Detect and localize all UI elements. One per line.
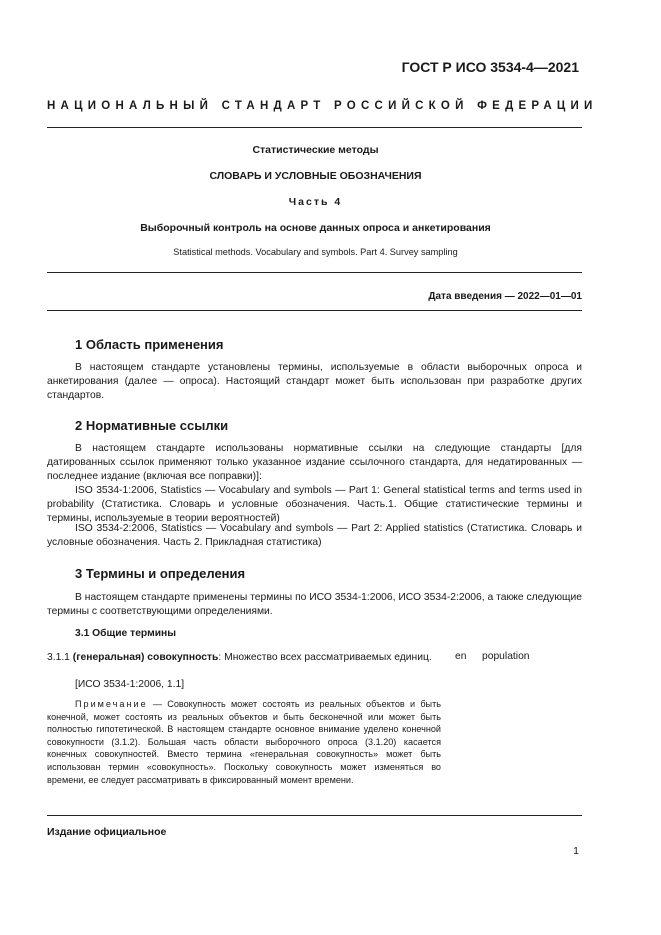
page-number: 1 — [573, 845, 579, 857]
title-part: Часть 4 — [288, 196, 343, 208]
national-standard-title: НАЦИОНАЛЬНЫЙ СТАНДАРТ РОССИЙСКОЙ ФЕДЕРАЦИИ — [47, 100, 598, 112]
section-1-paragraph: В настоящем стандарте установлены термины, используемые в области выборочных опроса и анкетирования (далее — опроса). Настоящий стандарт может быть использован при разработке других стандартов. — [47, 362, 582, 401]
section-1-heading: 1 Область применения — [75, 337, 224, 352]
section-3-paragraph: В настоящем стандарте применены термины по ИСО 3534-1:2006, ИСО 3534-2:2006, а также следующие термины с соответствующими определениями. — [47, 592, 582, 617]
section-2-heading: 2 Нормативные ссылки — [75, 418, 229, 433]
language-tag: en — [455, 651, 467, 662]
footer-divider — [47, 815, 582, 816]
document-code: ГОСТ Р ИСО 3534-4—2021 — [401, 59, 579, 75]
section-2-reference-1: ISO 3534-1:2006, Statistics — Vocabulary and symbols — Part 1: General statistical terms and terms used in probability (Статистика. Словарь и условные обозначения. Часть.1. Общие статистические термины и термины, используемые в теории вероятностей) — [47, 485, 582, 524]
title-line-2: СЛОВАРЬ И УСЛОВНЫЕ ОБОЗНАЧЕНИЯ — [209, 170, 422, 182]
term-source: [ИСО 3534-1:2006, 1.1] — [75, 679, 185, 690]
term-note — [47, 698, 441, 786]
title-subtitle: Выборочный контроль на основе данных опроса и анкетирования — [140, 222, 491, 234]
intro-date: Дата введения — 2022—01—01 — [428, 291, 582, 302]
term-number: 3.1.1 — [47, 652, 70, 663]
official-edition-label: Издание официальное — [47, 826, 167, 838]
title-divider-top — [47, 272, 582, 273]
title-english: Statistical methods. Vocabulary and symbols. Part 4. Survey sampling — [173, 247, 458, 257]
header-divider — [47, 127, 582, 128]
note-text: — Совокупность может состоять из реальных объектов и быть конечной, может состоять из реальных объектов и быть бесконечной или может быть полностью гипотетической. В настоящем стандарте основное внимание уделено конечной совокупности (3.1.2). Большая часть области выборочного опроса (3.1.20) касается конечных совокупностей. Вместо термина «генеральная совокупность» может быть использован термин «совокупность». Поскольку совокупность может изменяться во времени, ее следует рассматривать в фиксированный момент времени. — [47, 699, 441, 785]
note-label: Примечание — [75, 699, 148, 709]
section-2-reference-2: ISO 3534-2:2006, Statistics — Vocabulary and symbols — Part 2: Applied statistics (Статистика. Словарь и условные обозначения. Часть 2. Прикладная статистика) — [47, 523, 582, 548]
title-divider-bottom — [47, 310, 582, 311]
section-3-heading: 3 Термины и определения — [75, 566, 246, 581]
section-2-paragraph-1: В настоящем стандарте использованы нормативные ссылки на следующие стандарты [для датированных ссылок применяют только указанное издание ссылочного стандарта, для недатированных — последнее издание (включая все поправки)]: — [47, 443, 582, 482]
title-line-1: Статистические методы — [252, 144, 379, 156]
term-definition: : Множество всех рассматриваемых единиц. — [218, 652, 432, 663]
subsection-3-1-heading: 3.1 Общие термины — [75, 628, 177, 639]
english-term: population — [482, 651, 530, 662]
term-entry — [47, 651, 441, 665]
term-name: (генеральная) совокупность — [72, 652, 219, 663]
